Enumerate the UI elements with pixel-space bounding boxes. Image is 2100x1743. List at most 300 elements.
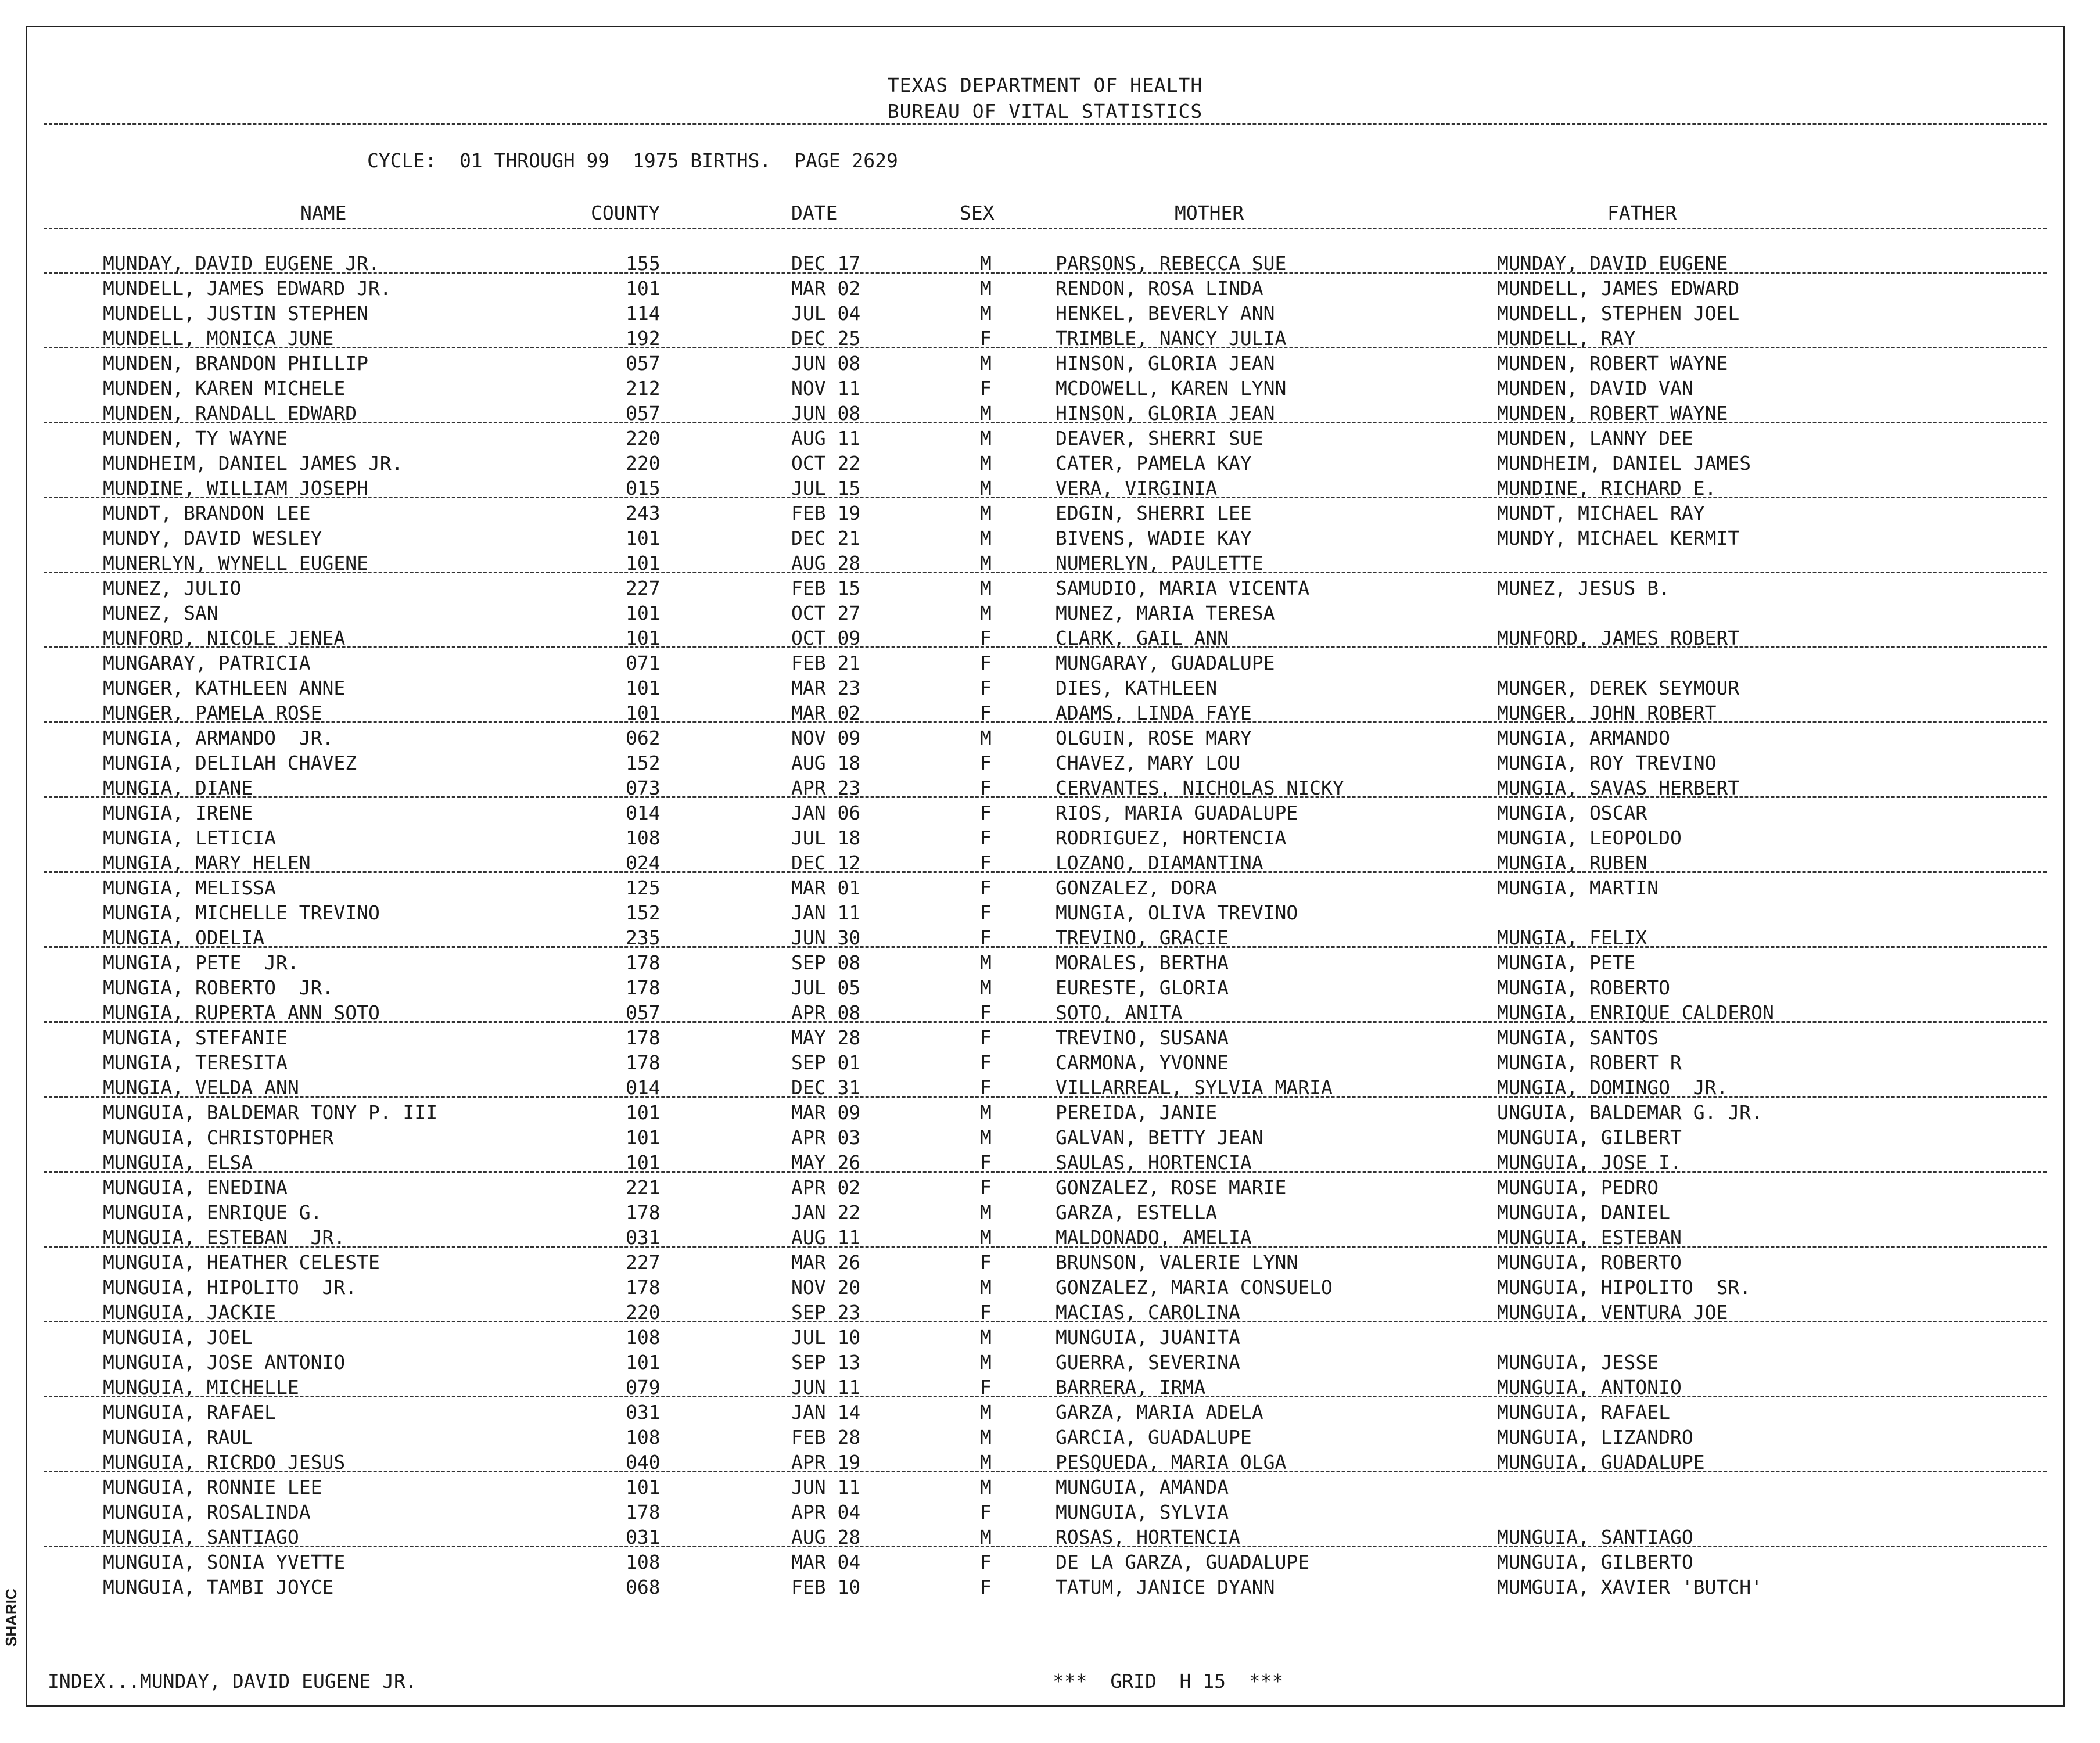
cell-mother: OLGUIN, ROSE MARY bbox=[1056, 727, 1252, 749]
cell-name: MUNGIA, RUPERTA ANN SOTO bbox=[103, 1001, 380, 1024]
cell-date: MAR 01 bbox=[791, 876, 861, 899]
cell-name: MUNGIA, MELISSA bbox=[103, 876, 277, 899]
cell-name: MUNEZ, SAN bbox=[103, 602, 218, 624]
cell-sex: F bbox=[980, 876, 992, 899]
cell-name: MUNGIA, TERESITA bbox=[103, 1051, 288, 1074]
cell-date: MAR 02 bbox=[791, 702, 861, 724]
cell-mother: HINSON, GLORIA JEAN bbox=[1056, 402, 1275, 425]
cell-county: 220 bbox=[626, 452, 660, 475]
cell-county: 101 bbox=[626, 627, 660, 649]
document-frame bbox=[26, 26, 2065, 1707]
cell-mother: CARMONA, YVONNE bbox=[1056, 1051, 1229, 1074]
separator-line bbox=[44, 1396, 2047, 1397]
cell-mother: MUNEZ, MARIA TERESA bbox=[1056, 602, 1275, 624]
cell-date: APR 04 bbox=[791, 1501, 861, 1523]
cell-date: AUG 18 bbox=[791, 752, 861, 774]
cell-father: MUNGIA, RUBEN bbox=[1497, 851, 1647, 874]
table-row bbox=[27, 451, 2063, 476]
cell-date: MAY 26 bbox=[791, 1151, 861, 1174]
cell-father: MUNGUIA, GILBERT bbox=[1497, 1126, 1682, 1149]
cell-name: MUNGIA, DELILAH CHAVEZ bbox=[103, 752, 357, 774]
cell-sex: F bbox=[980, 1301, 992, 1324]
cell-sex: F bbox=[980, 627, 992, 649]
cell-county: 057 bbox=[626, 402, 660, 425]
cell-county: 108 bbox=[626, 1551, 660, 1573]
cell-sex: M bbox=[980, 402, 992, 425]
table-row bbox=[27, 875, 2063, 900]
cell-name: MUNGER, KATHLEEN ANNE bbox=[103, 677, 346, 699]
cell-date: JAN 11 bbox=[791, 901, 861, 924]
cell-sex: M bbox=[980, 302, 992, 325]
cell-sex: F bbox=[980, 1151, 992, 1174]
cell-sex: F bbox=[980, 752, 992, 774]
table-row bbox=[27, 975, 2063, 1000]
cell-name: MUNGUIA, ESTEBAN JR. bbox=[103, 1226, 346, 1249]
cell-name: MUNDELL, JUSTIN STEPHEN bbox=[103, 302, 368, 325]
cell-county: 073 bbox=[626, 777, 660, 799]
table-row bbox=[27, 376, 2063, 401]
cell-mother: CERVANTES, NICHOLAS NICKY bbox=[1056, 777, 1344, 799]
cell-name: MUNDHEIM, DANIEL JAMES JR. bbox=[103, 452, 403, 475]
cell-sex: M bbox=[980, 602, 992, 624]
cell-date: SEP 13 bbox=[791, 1351, 861, 1374]
table-row bbox=[27, 950, 2063, 975]
cell-date: NOV 20 bbox=[791, 1276, 861, 1299]
cell-name: MUNDELL, JAMES EDWARD JR. bbox=[103, 277, 392, 300]
cell-mother: TRIMBLE, NANCY JULIA bbox=[1056, 327, 1287, 350]
cell-name: MUNEZ, JULIO bbox=[103, 577, 242, 599]
cell-name: MUNGIA, IRENE bbox=[103, 802, 253, 824]
cell-name: MUNGUIA, MICHELLE bbox=[103, 1376, 299, 1399]
cell-date: JUN 11 bbox=[791, 1476, 861, 1498]
cell-date: AUG 28 bbox=[791, 552, 861, 574]
cell-father: MUNGIA, PETE bbox=[1497, 951, 1636, 974]
cell-father: MUNGIA, ROBERT R bbox=[1497, 1051, 1682, 1074]
cell-name: MUNGIA, DIANE bbox=[103, 777, 253, 799]
cell-date: FEB 15 bbox=[791, 577, 861, 599]
cell-father: MUNGER, JOHN ROBERT bbox=[1497, 702, 1717, 724]
cell-father: MUNGUIA, SANTIAGO bbox=[1497, 1526, 1693, 1548]
cell-mother: VILLARREAL, SYLVIA MARIA bbox=[1056, 1076, 1333, 1099]
cell-mother: GONZALEZ, DORA bbox=[1056, 876, 1218, 899]
cell-county: 178 bbox=[626, 1026, 660, 1049]
cell-sex: F bbox=[980, 1576, 992, 1598]
cell-name: MUNGUIA, SANTIAGO bbox=[103, 1526, 299, 1548]
column-header-name: NAME bbox=[300, 202, 347, 224]
cell-mother: CATER, PAMELA KAY bbox=[1056, 452, 1252, 475]
cell-mother: MUNGIA, OLIVA TREVINO bbox=[1056, 901, 1298, 924]
cell-date: OCT 22 bbox=[791, 452, 861, 475]
cell-date: MAR 26 bbox=[791, 1251, 861, 1274]
cell-sex: F bbox=[980, 1051, 992, 1074]
cell-county: 243 bbox=[626, 502, 660, 524]
cell-father: MUNGIA, SAVAS HERBERT bbox=[1497, 777, 1740, 799]
cell-date: APR 23 bbox=[791, 777, 861, 799]
separator-line bbox=[44, 871, 2047, 873]
cell-sex: F bbox=[980, 826, 992, 849]
cell-mother: SOTO, ANITA bbox=[1056, 1001, 1183, 1024]
cell-mother: EDGIN, SHERRI LEE bbox=[1056, 502, 1252, 524]
cell-date: MAY 28 bbox=[791, 1026, 861, 1049]
cell-father: MUNGIA, FELIX bbox=[1497, 926, 1647, 949]
cell-county: 057 bbox=[626, 1001, 660, 1024]
cell-father: MUNGUIA, JOSE I. bbox=[1497, 1151, 1682, 1174]
cell-mother: LOZANO, DIAMANTINA bbox=[1056, 851, 1263, 874]
table-row bbox=[27, 1275, 2063, 1300]
separator-line bbox=[44, 721, 2047, 723]
cell-mother: GUERRA, SEVERINA bbox=[1056, 1351, 1240, 1374]
cell-father: MUNGER, DEREK SEYMOUR bbox=[1497, 677, 1740, 699]
cell-mother: GARCIA, GUADALUPE bbox=[1056, 1426, 1252, 1449]
cell-father: MUNDEN, ROBERT WAYNE bbox=[1497, 402, 1728, 425]
cell-mother: GONZALEZ, MARIA CONSUELO bbox=[1056, 1276, 1333, 1299]
cell-name: MUNGUIA, HIPOLITO JR. bbox=[103, 1276, 357, 1299]
cell-county: 227 bbox=[626, 577, 660, 599]
cell-father: MUNGUIA, HIPOLITO SR. bbox=[1497, 1276, 1751, 1299]
cell-date: SEP 08 bbox=[791, 951, 861, 974]
separator-line bbox=[44, 1471, 2047, 1472]
cell-name: MUNFORD, NICOLE JENEA bbox=[103, 627, 346, 649]
cell-mother: CHAVEZ, MARY LOU bbox=[1056, 752, 1240, 774]
cell-mother: RIOS, MARIA GUADALUPE bbox=[1056, 802, 1298, 824]
cell-name: MUNGUIA, JOSE ANTONIO bbox=[103, 1351, 346, 1374]
cell-sex: M bbox=[980, 502, 992, 524]
cell-name: MUNGIA, MARY HELEN bbox=[103, 851, 311, 874]
separator-line bbox=[44, 1021, 2047, 1023]
cell-county: 178 bbox=[626, 1201, 660, 1224]
cell-father: MUNGUIA, LIZANDRO bbox=[1497, 1426, 1693, 1449]
cell-mother: GARZA, ESTELLA bbox=[1056, 1201, 1218, 1224]
cell-father: MUNGUIA, RAFAEL bbox=[1497, 1401, 1671, 1424]
cell-date: JUN 08 bbox=[791, 352, 861, 375]
cell-sex: M bbox=[980, 1126, 992, 1149]
table-row bbox=[27, 1100, 2063, 1125]
separator-line bbox=[44, 646, 2047, 648]
cell-father: MUNGUIA, ESTEBAN bbox=[1497, 1226, 1682, 1249]
cell-father: MUNEZ, JESUS B. bbox=[1497, 577, 1671, 599]
separator-line bbox=[44, 1096, 2047, 1098]
cell-county: 101 bbox=[626, 277, 660, 300]
cell-county: 014 bbox=[626, 1076, 660, 1099]
cell-sex: M bbox=[980, 477, 992, 499]
cell-father: MUNDEN, ROBERT WAYNE bbox=[1497, 352, 1728, 375]
cell-county: 101 bbox=[626, 677, 660, 699]
cell-mother: MUNGUIA, JUANITA bbox=[1056, 1326, 1240, 1349]
cell-father: MUMGUIA, XAVIER 'BUTCH' bbox=[1497, 1576, 1762, 1598]
cell-sex: F bbox=[980, 1376, 992, 1399]
cell-county: 178 bbox=[626, 1051, 660, 1074]
cell-father: MUNDHEIM, DANIEL JAMES bbox=[1497, 452, 1751, 475]
cell-father: MUNGIA, ENRIQUE CALDERON bbox=[1497, 1001, 1774, 1024]
cell-father: MUNGIA, SANTOS bbox=[1497, 1026, 1659, 1049]
cell-name: MUNGUIA, JOEL bbox=[103, 1326, 253, 1349]
cell-county: 221 bbox=[626, 1176, 660, 1199]
cell-name: MUNGIA, PETE JR. bbox=[103, 951, 299, 974]
cell-date: DEC 12 bbox=[791, 851, 861, 874]
table-row bbox=[27, 1125, 2063, 1150]
cell-county: 220 bbox=[626, 427, 660, 450]
table-row bbox=[27, 276, 2063, 301]
table-row bbox=[27, 725, 2063, 750]
cell-county: 235 bbox=[626, 926, 660, 949]
cell-county: 192 bbox=[626, 327, 660, 350]
cell-father: MUNDINE, RICHARD E. bbox=[1497, 477, 1717, 499]
cell-mother: TREVINO, SUSANA bbox=[1056, 1026, 1229, 1049]
table-row bbox=[27, 1025, 2063, 1050]
table-row bbox=[27, 501, 2063, 526]
table-row bbox=[27, 900, 2063, 925]
bureau-title: BUREAU OF VITAL STATISTICS bbox=[887, 100, 1203, 123]
cell-date: FEB 19 bbox=[791, 502, 861, 524]
cell-county: 101 bbox=[626, 702, 660, 724]
separator-line bbox=[44, 422, 2047, 423]
cell-father: MUNGUIA, JESSE bbox=[1497, 1351, 1659, 1374]
cell-county: 101 bbox=[626, 1101, 660, 1124]
cell-father: MUNDEN, DAVID VAN bbox=[1497, 377, 1693, 400]
grid-footer: *** GRID H 15 *** bbox=[1053, 1670, 1284, 1692]
cell-sex: F bbox=[980, 327, 992, 350]
cell-father: MUNGIA, LEOPOLDO bbox=[1497, 826, 1682, 849]
cell-date: FEB 21 bbox=[791, 652, 861, 674]
cell-sex: M bbox=[980, 1201, 992, 1224]
cell-sex: M bbox=[980, 452, 992, 475]
cell-date: MAR 23 bbox=[791, 677, 861, 699]
separator-line bbox=[44, 1246, 2047, 1248]
cell-mother: BARRERA, IRMA bbox=[1056, 1376, 1206, 1399]
cell-date: JUL 15 bbox=[791, 477, 861, 499]
cell-sex: M bbox=[980, 352, 992, 375]
cell-sex: F bbox=[980, 1176, 992, 1199]
table-row bbox=[27, 1200, 2063, 1225]
cell-father: MUNGIA, MARTIN bbox=[1497, 876, 1659, 899]
cell-name: MUNGUIA, RICRDO JESUS bbox=[103, 1451, 346, 1474]
cell-date: DEC 21 bbox=[791, 527, 861, 549]
cell-name: MUNDEN, BRANDON PHILLIP bbox=[103, 352, 368, 375]
cell-father: MUNGUIA, ANTONIO bbox=[1497, 1376, 1682, 1399]
cell-county: 101 bbox=[626, 1476, 660, 1498]
cell-name: MUNGUIA, RAFAEL bbox=[103, 1401, 277, 1424]
cell-sex: F bbox=[980, 851, 992, 874]
cell-name: MUNGUIA, ELSA bbox=[103, 1151, 253, 1174]
cell-mother: BIVENS, WADIE KAY bbox=[1056, 527, 1252, 549]
cell-father: MUNFORD, JAMES ROBERT bbox=[1497, 627, 1740, 649]
cell-father: MUNGIA, ARMANDO bbox=[1497, 727, 1671, 749]
cell-date: MAR 09 bbox=[791, 1101, 861, 1124]
separator-line bbox=[44, 1321, 2047, 1322]
cell-date: JAN 22 bbox=[791, 1201, 861, 1224]
cell-county: 212 bbox=[626, 377, 660, 400]
cell-sex: F bbox=[980, 1551, 992, 1573]
cell-sex: M bbox=[980, 1326, 992, 1349]
cell-mother: MUNGUIA, SYLVIA bbox=[1056, 1501, 1229, 1523]
cell-county: 101 bbox=[626, 552, 660, 574]
cell-father: MUNGIA, ROBERTO bbox=[1497, 976, 1671, 999]
cell-mother: TREVINO, GRACIE bbox=[1056, 926, 1229, 949]
cell-sex: M bbox=[980, 577, 992, 599]
cell-father: MUNDT, MICHAEL RAY bbox=[1497, 502, 1705, 524]
table-row bbox=[27, 1500, 2063, 1525]
separator-line bbox=[44, 123, 2047, 125]
cell-mother: DE LA GARZA, GUADALUPE bbox=[1056, 1551, 1310, 1573]
cell-date: MAR 02 bbox=[791, 277, 861, 300]
cell-name: MUNGUIA, ROSALINDA bbox=[103, 1501, 311, 1523]
table-row bbox=[27, 426, 2063, 451]
cell-county: 101 bbox=[626, 527, 660, 549]
cell-date: JAN 14 bbox=[791, 1401, 861, 1424]
cell-mother: CLARK, GAIL ANN bbox=[1056, 627, 1229, 649]
cell-father: MUNGUIA, DANIEL bbox=[1497, 1201, 1671, 1224]
cell-county: 227 bbox=[626, 1251, 660, 1274]
cell-father: MUNGIA, OSCAR bbox=[1497, 802, 1647, 824]
cell-mother: RENDON, ROSA LINDA bbox=[1056, 277, 1263, 300]
table-row bbox=[27, 576, 2063, 601]
cell-name: MUNERLYN, WYNELL EUGENE bbox=[103, 552, 368, 574]
table-row bbox=[27, 651, 2063, 675]
separator-line bbox=[44, 796, 2047, 798]
table-row bbox=[27, 1250, 2063, 1275]
cell-sex: F bbox=[980, 901, 992, 924]
cell-mother: DIES, KATHLEEN bbox=[1056, 677, 1218, 699]
cell-mother: MACIAS, CAROLINA bbox=[1056, 1301, 1240, 1324]
cell-name: MUNDELL, MONICA JUNE bbox=[103, 327, 334, 350]
cell-mother: EURESTE, GLORIA bbox=[1056, 976, 1229, 999]
cell-father: MUNGUIA, ROBERTO bbox=[1497, 1251, 1682, 1274]
cell-sex: M bbox=[980, 1226, 992, 1249]
cell-date: FEB 10 bbox=[791, 1576, 861, 1598]
cell-county: 031 bbox=[626, 1401, 660, 1424]
cell-father: MUNDY, MICHAEL KERMIT bbox=[1497, 527, 1740, 549]
cell-mother: SAULAS, HORTENCIA bbox=[1056, 1151, 1252, 1174]
cell-date: JUL 05 bbox=[791, 976, 861, 999]
cell-mother: SAMUDIO, MARIA VICENTA bbox=[1056, 577, 1310, 599]
cell-name: MUNDY, DAVID WESLEY bbox=[103, 527, 322, 549]
cell-sex: M bbox=[980, 552, 992, 574]
cell-date: AUG 28 bbox=[791, 1526, 861, 1548]
cell-mother: DEAVER, SHERRI SUE bbox=[1056, 427, 1263, 450]
cell-name: MUNGER, PAMELA ROSE bbox=[103, 702, 322, 724]
cell-mother: NUMERLYN, PAULETTE bbox=[1056, 552, 1263, 574]
cell-sex: M bbox=[980, 1101, 992, 1124]
cell-date: FEB 28 bbox=[791, 1426, 861, 1449]
cell-father: MUNGIA, DOMINGO JR. bbox=[1497, 1076, 1728, 1099]
cell-sex: M bbox=[980, 1351, 992, 1374]
cell-sex: M bbox=[980, 527, 992, 549]
column-header-father: FATHER bbox=[1607, 202, 1677, 224]
cell-name: MUNDEN, TY WAYNE bbox=[103, 427, 288, 450]
cell-date: APR 03 bbox=[791, 1126, 861, 1149]
cell-mother: MUNGUIA, AMANDA bbox=[1056, 1476, 1229, 1498]
cell-mother: GARZA, MARIA ADELA bbox=[1056, 1401, 1263, 1424]
cell-father: MUNDELL, STEPHEN JOEL bbox=[1497, 302, 1740, 325]
cell-mother: ADAMS, LINDA FAYE bbox=[1056, 702, 1252, 724]
cell-date: MAR 04 bbox=[791, 1551, 861, 1573]
cell-sex: F bbox=[980, 1026, 992, 1049]
cell-county: 178 bbox=[626, 951, 660, 974]
separator-line bbox=[44, 572, 2047, 573]
table-row bbox=[27, 1325, 2063, 1350]
cell-county: 152 bbox=[626, 752, 660, 774]
cell-sex: F bbox=[980, 1251, 992, 1274]
cell-county: 108 bbox=[626, 1326, 660, 1349]
table-row bbox=[27, 301, 2063, 326]
cell-mother: BRUNSON, VALERIE LYNN bbox=[1056, 1251, 1298, 1274]
cell-county: 040 bbox=[626, 1451, 660, 1474]
table-row bbox=[27, 825, 2063, 850]
cell-sex: M bbox=[980, 1451, 992, 1474]
cell-county: 015 bbox=[626, 477, 660, 499]
cell-sex: M bbox=[980, 277, 992, 300]
cell-father: MUNDELL, RAY bbox=[1497, 327, 1636, 350]
cell-sex: M bbox=[980, 727, 992, 749]
cell-date: APR 19 bbox=[791, 1451, 861, 1474]
cell-date: SEP 01 bbox=[791, 1051, 861, 1074]
separator-line bbox=[44, 272, 2047, 274]
cell-county: 114 bbox=[626, 302, 660, 325]
cell-county: 155 bbox=[626, 252, 660, 275]
microfilm-stamp: SHARIC bbox=[2, 1589, 20, 1647]
cell-name: MUNDINE, WILLIAM JOSEPH bbox=[103, 477, 368, 499]
cell-sex: F bbox=[980, 802, 992, 824]
cell-sex: M bbox=[980, 1526, 992, 1548]
cell-date: DEC 31 bbox=[791, 1076, 861, 1099]
cell-county: 101 bbox=[626, 1126, 660, 1149]
table-row bbox=[27, 601, 2063, 626]
cell-name: MUNGUIA, JACKIE bbox=[103, 1301, 277, 1324]
agency-title: TEXAS DEPARTMENT OF HEALTH bbox=[887, 74, 1203, 96]
cell-mother: GALVAN, BETTY JEAN bbox=[1056, 1126, 1263, 1149]
cell-county: 031 bbox=[626, 1526, 660, 1548]
cell-name: MUNGIA, MICHELLE TREVINO bbox=[103, 901, 380, 924]
cell-name: MUNDAY, DAVID EUGENE JR. bbox=[103, 252, 380, 275]
cell-sex: M bbox=[980, 1401, 992, 1424]
column-header-county: COUNTY bbox=[591, 202, 660, 224]
cell-name: MUNGUIA, BALDEMAR TONY P. III bbox=[103, 1101, 438, 1124]
cell-sex: F bbox=[980, 677, 992, 699]
cell-county: 125 bbox=[626, 876, 660, 899]
cell-father: MUNGUIA, GUADALUPE bbox=[1497, 1451, 1705, 1474]
index-footer: INDEX...MUNDAY, DAVID EUGENE JR. bbox=[48, 1670, 417, 1692]
cell-name: MUNGUIA, HEATHER CELESTE bbox=[103, 1251, 380, 1274]
cell-date: JUN 30 bbox=[791, 926, 861, 949]
cell-name: MUNGUIA, TAMBI JOYCE bbox=[103, 1576, 334, 1598]
cell-mother: RODRIGUEZ, HORTENCIA bbox=[1056, 826, 1287, 849]
cell-county: 101 bbox=[626, 602, 660, 624]
cell-mother: HINSON, GLORIA JEAN bbox=[1056, 352, 1275, 375]
cell-sex: F bbox=[980, 1076, 992, 1099]
separator-line bbox=[44, 347, 2047, 348]
column-header-date: DATE bbox=[791, 202, 838, 224]
cell-name: MUNGARAY, PATRICIA bbox=[103, 652, 311, 674]
cell-mother: PARSONS, REBECCA SUE bbox=[1056, 252, 1287, 275]
cell-date: APR 02 bbox=[791, 1176, 861, 1199]
cycle-line: CYCLE: 01 THROUGH 99 1975 BIRTHS. PAGE 2629 bbox=[367, 149, 898, 172]
cell-mother: VERA, VIRGINIA bbox=[1056, 477, 1218, 499]
cell-sex: M bbox=[980, 1276, 992, 1299]
cell-county: 071 bbox=[626, 652, 660, 674]
cell-sex: F bbox=[980, 926, 992, 949]
cell-county: 014 bbox=[626, 802, 660, 824]
table-row bbox=[27, 351, 2063, 376]
cell-date: AUG 11 bbox=[791, 427, 861, 450]
cell-sex: M bbox=[980, 976, 992, 999]
cell-name: MUNGIA, STEFANIE bbox=[103, 1026, 288, 1049]
cell-county: 108 bbox=[626, 1426, 660, 1449]
separator-line bbox=[44, 228, 2047, 229]
table-row bbox=[27, 1175, 2063, 1200]
cell-name: MUNGUIA, ENEDINA bbox=[103, 1176, 288, 1199]
table-row bbox=[27, 1400, 2063, 1425]
cell-date: AUG 11 bbox=[791, 1226, 861, 1249]
